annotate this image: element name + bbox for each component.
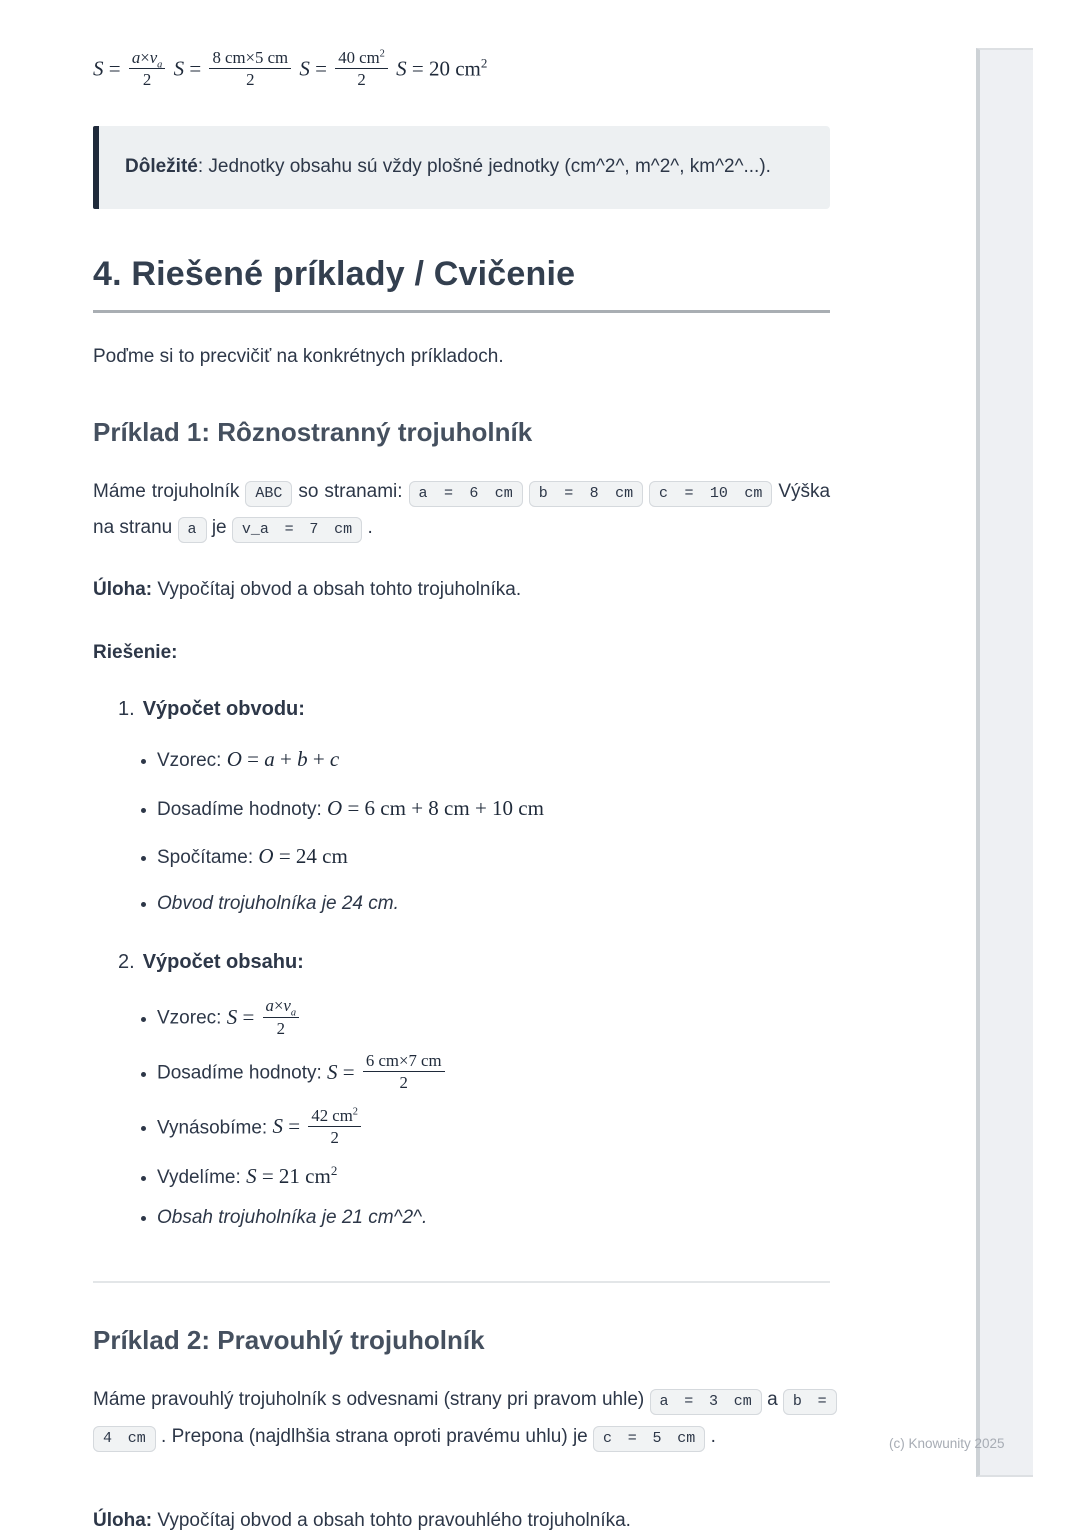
bullet-math: S = $\frac{a\times v_a}{2}$ (227, 1005, 302, 1029)
example2-heading: Príklad 2: Pravouhlý trojuholník (93, 1325, 485, 1356)
bullet-prefix: Dosadíme hodnoty: (157, 1062, 328, 1084)
bullet-conclusion: • Obvod trojuholníka je 24 cm. (157, 891, 830, 918)
callout-text (125, 148, 804, 185)
paragraph-text: je (211, 516, 227, 538)
step-label: Výpočet obsahu: (142, 951, 304, 974)
example1-paragraph (93, 474, 830, 546)
step-number: 2. (118, 951, 135, 974)
bullet-math: O = a + b + c (226, 747, 340, 772)
solution-step-1 (118, 698, 830, 721)
inline-code-chip: c = 10 cm (649, 481, 772, 507)
paragraph-text: Máme pravouhlý trojuholník s odvesnami (strany pri pravom uhle) (93, 1389, 645, 1411)
inline-code-chip: c = 5 cm (593, 1426, 705, 1452)
bullet-prefix: Vydelíme: (157, 1167, 247, 1189)
bullet-prefix: Vzorec: (157, 1008, 227, 1030)
example2-paragraph (93, 1382, 830, 1454)
example2-task (93, 1503, 830, 1539)
bullet-prefix: Vzorec: (157, 750, 227, 772)
paragraph-text: . (367, 516, 373, 538)
paragraph-text: . (710, 1425, 716, 1447)
task-text: Vypočítaj obvod a obsah tohto pravouhlého trojuholníka. (152, 1509, 631, 1531)
paragraph-text: a (767, 1389, 778, 1411)
bullet-item (157, 794, 830, 824)
inline-code-chip: b = 4 cm (93, 1389, 837, 1451)
important-callout (93, 126, 830, 209)
bullet-math: O = 24 cm (258, 844, 348, 869)
bullet-prefix: Spočítame: (157, 847, 259, 869)
inline-code-chip: a = 3 cm (650, 1389, 762, 1415)
bullet-math: O = 6 cm + 8 cm + 10 cm (327, 795, 544, 820)
task-label: Úloha: (93, 578, 153, 600)
bullet-prefix: Dosadíme hodnoty: (157, 798, 328, 820)
bullet-item (157, 842, 830, 872)
bullet-item (157, 1162, 830, 1192)
task-label: Úloha: (93, 1509, 153, 1531)
callout-label: Dôležité (125, 155, 198, 177)
inline-code-chip: a (178, 517, 207, 543)
bullet-math: S = $\frac{42 cm^2}{2}$ (272, 1114, 364, 1138)
bullet-item (157, 998, 830, 1040)
example1-task (93, 572, 830, 608)
intro-paragraph: Poďme si to precvičiť na konkrétnych príkladoch. (93, 345, 504, 367)
bullet-item (157, 745, 830, 775)
step2-bullet-list (93, 998, 830, 1231)
callout-body: : Jednotky obsahu sú vždy plošné jednotky (cm^2^, m^2^, km^2^...). (197, 155, 771, 177)
bullet-item (157, 1105, 830, 1150)
bullet-item (157, 1053, 830, 1095)
example1-heading: Príklad 1: Rôznostranný trojuholník (93, 416, 533, 447)
inline-code-chip: ABC (245, 481, 292, 507)
paragraph-text: Máme trojuholník (93, 480, 240, 502)
solution-label: Riešenie: (93, 642, 178, 664)
bullet-prefix: Vynásobíme: (157, 1117, 273, 1139)
paragraph-text: so stranami: (298, 480, 403, 502)
inline-code-chip: b = 8 cm (529, 481, 643, 507)
heading-rule (93, 310, 830, 313)
step1-bullet-list (93, 745, 830, 917)
step-number: 1. (118, 698, 135, 721)
watermark-text: (c) Knowunity 2025 (889, 1436, 1005, 1451)
page-edge-scroll-strip[interactable] (976, 48, 1033, 1477)
step-label: Výpočet obvodu: (142, 698, 305, 721)
paragraph-text: Výška na stranu (93, 480, 831, 538)
bullet-math: S = 21 $cm^2$ (246, 1163, 338, 1189)
bullet-math: S = $\frac{6 cm\times 7 cm}{2}$ (327, 1060, 447, 1084)
bullet-conclusion: • Obsah trojuholníka je 21 cm^2^. (157, 1205, 830, 1232)
paragraph-text: . Prepona (najdlhšia strana oproti pravému uhlu) je (161, 1425, 588, 1447)
solution-step-2 (118, 951, 830, 974)
inline-code-chip: v_a = 7 cm (232, 517, 362, 543)
section-divider (93, 1281, 830, 1283)
section-heading: 4. Riešené príklady / Cvičenie (93, 254, 576, 293)
inline-code-chip: a = 6 cm (409, 481, 523, 507)
area-formula-line: S = $\frac{a\times v_a}{2}$ S = $\frac{8 cm\times 5 cm}{2}$ S = $\frac{40 cm^2}{2}$ S = 20 $cm^2$ (93, 48, 488, 90)
document-page (93, 0, 830, 1539)
task-text: Vypočítaj obvod a obsah tohto trojuholníka. (152, 578, 522, 600)
